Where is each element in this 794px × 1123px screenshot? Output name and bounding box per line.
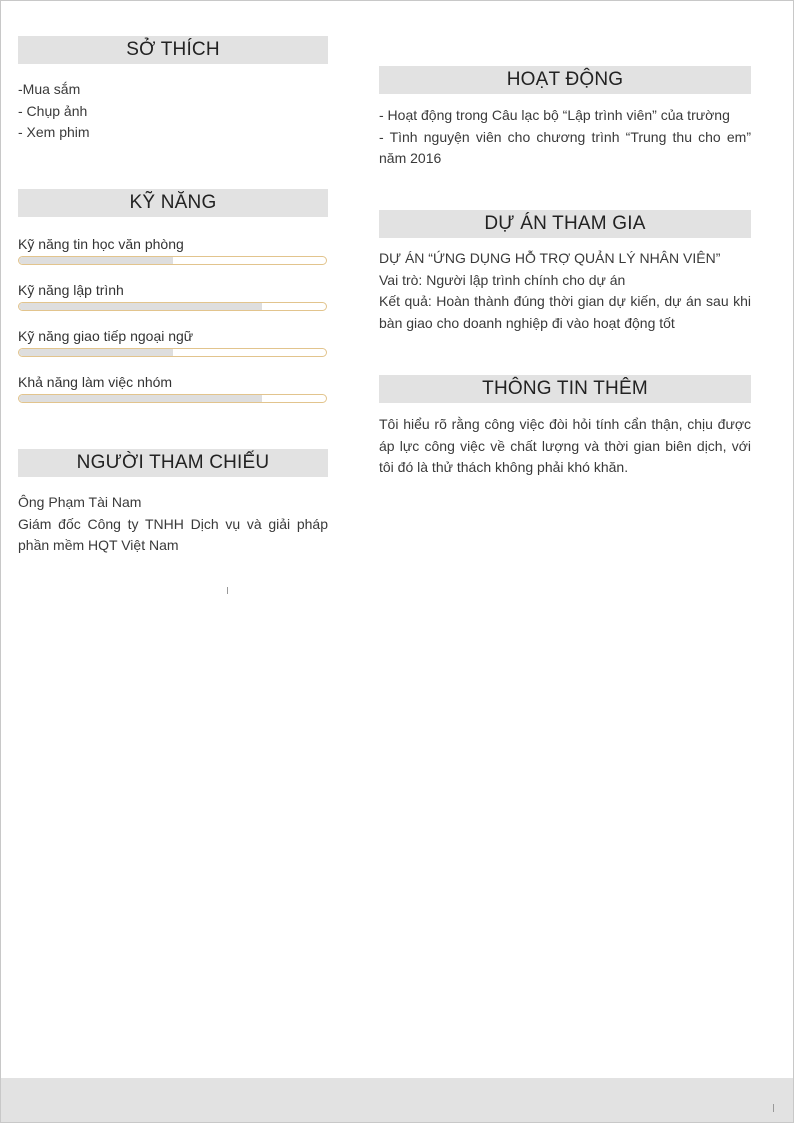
- skill-label-teamwork: Khả năng làm việc nhóm: [18, 374, 173, 390]
- skill-fill: [19, 257, 173, 264]
- reference-position: Giám đốc Công ty TNHH Dịch vụ và giải pháp phần mềm HQT Việt Nam: [18, 515, 328, 553]
- additional-info-heading: THÔNG TIN THÊM: [379, 375, 751, 403]
- activities-list: [379, 105, 751, 170]
- projects-body: [379, 248, 751, 334]
- additional-info-text: Tôi hiểu rõ rằng công việc đòi hỏi tính cẩn thận, chịu được áp lực công việc về chất lượng và thời gian biên dịch, với tôi đó là thử thách không phải khó khăn.: [379, 416, 751, 475]
- additional-info-body: [379, 414, 751, 479]
- skill-bar-language: [18, 348, 327, 357]
- activity-item: - Hoạt động trong Câu lạc bộ “Lập trình viên” của trường: [379, 107, 730, 123]
- page-footer: [1, 1078, 793, 1122]
- skill-fill: [19, 395, 262, 402]
- skill-bar-programming: [18, 302, 327, 311]
- cursor-mark: [227, 587, 228, 594]
- skill-bar-teamwork: [18, 394, 327, 403]
- skills-heading: KỸ NĂNG: [18, 189, 328, 217]
- references-body: [18, 492, 328, 557]
- hobby-item: -Mua sắm: [18, 81, 81, 97]
- activities-heading: HOẠT ĐỘNG: [379, 66, 751, 94]
- footer-mark: [773, 1104, 774, 1112]
- skill-label-office: Kỹ năng tin học văn phòng: [18, 236, 184, 252]
- hobby-item: - Xem phim: [18, 124, 90, 140]
- hobbies-heading: SỞ THÍCH: [18, 36, 328, 64]
- reference-name: Ông Phạm Tài Nam: [18, 494, 142, 510]
- hobbies-list: [18, 79, 328, 144]
- references-heading: NGƯỜI THAM CHIẾU: [18, 449, 328, 477]
- project-role: Vai trò: Người lập trình chính cho dự án: [379, 271, 626, 288]
- skill-label-language: Kỹ năng giao tiếp ngoại ngữ: [18, 328, 194, 344]
- skill-fill: [19, 303, 262, 310]
- skill-label-programming: Kỹ năng lập trình: [18, 282, 124, 298]
- projects-heading: DỰ ÁN THAM GIA: [379, 210, 751, 238]
- skill-fill: [19, 349, 173, 356]
- project-name: DỰ ÁN “ỨNG DỤNG HỖ TRỢ QUẢN LÝ NHÂN VIÊN”: [379, 250, 721, 266]
- project-result: Kết quả: Hoàn thành đúng thời gian dự kiến, dự án sau khi bàn giao cho doanh nghiệp đi vào hoạt động tốt: [379, 293, 751, 331]
- activity-item: - Tình nguyện viên cho chương trình “Trung thu cho em” năm 2016: [379, 128, 751, 166]
- skill-bar-office: [18, 256, 327, 265]
- hobby-item: - Chụp ảnh: [18, 102, 88, 119]
